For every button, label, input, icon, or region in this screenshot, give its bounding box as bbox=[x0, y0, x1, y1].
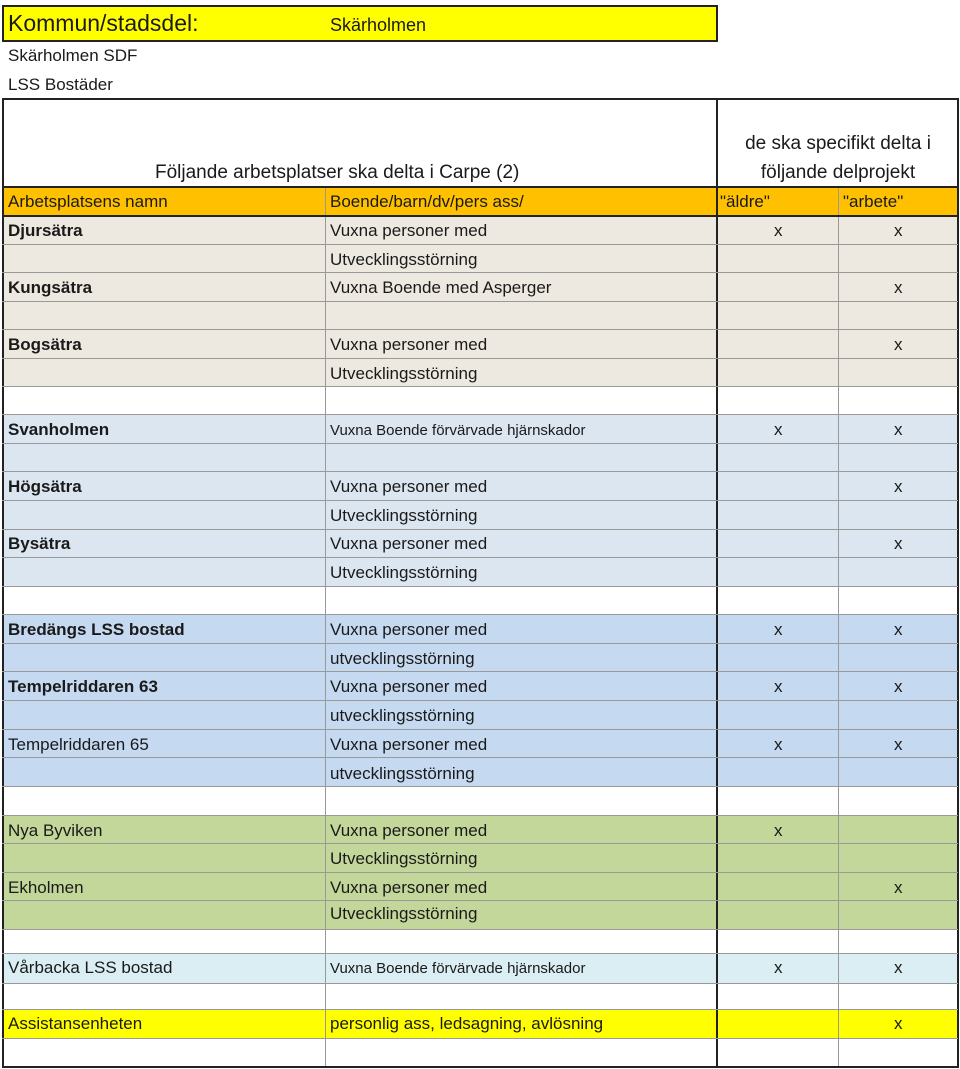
col-arbete-header: "arbete" bbox=[843, 192, 904, 211]
row-arbete-mark: x bbox=[894, 221, 903, 240]
row-type: Utvecklingsstörning bbox=[330, 849, 478, 868]
row-aldre-mark: x bbox=[774, 821, 783, 840]
row-type: utvecklingsstörning bbox=[330, 706, 475, 725]
row-name-hogsatra: Högsätra bbox=[8, 477, 82, 496]
row-arbete-mark: x bbox=[894, 958, 903, 977]
table-title: Följande arbetsplatser ska delta i Carpe (2) bbox=[155, 162, 520, 183]
row-type: Utvecklingsstörning bbox=[330, 250, 478, 269]
row-name-nya-byviken: Nya Byviken bbox=[8, 821, 103, 840]
row-name-djursatra: Djursätra bbox=[8, 221, 83, 240]
row-type: Vuxna personer med bbox=[330, 335, 488, 354]
row-name-tempelriddaren-65: Tempelriddaren 65 bbox=[8, 735, 149, 754]
row-aldre-mark: x bbox=[774, 735, 783, 754]
lss-label: LSS Bostäder bbox=[8, 75, 113, 94]
row-type: Vuxna personer med bbox=[330, 620, 488, 639]
row-type: Utvecklingsstörning bbox=[330, 904, 478, 923]
band-white-2 bbox=[2, 586, 958, 614]
row-aldre-mark: x bbox=[774, 420, 783, 439]
row-type: utvecklingsstörning bbox=[330, 764, 475, 783]
row-name-varbacka: Vårbacka LSS bostad bbox=[8, 958, 173, 977]
row-type: Vuxna personer med bbox=[330, 534, 488, 553]
row-arbete-mark: x bbox=[894, 735, 903, 754]
row-arbete-mark: x bbox=[894, 1014, 903, 1033]
row-type: Vuxna personer med bbox=[330, 821, 488, 840]
row-name-bysatra: Bysätra bbox=[8, 534, 71, 553]
kommun-label: Kommun/stadsdel: bbox=[8, 10, 199, 36]
row-arbete-mark: x bbox=[894, 677, 903, 696]
row-arbete-mark: x bbox=[894, 534, 903, 553]
sdf-label: Skärholmen SDF bbox=[8, 46, 138, 65]
row-aldre-mark: x bbox=[774, 221, 783, 240]
row-type: personlig ass, ledsagning, avlösning bbox=[330, 1014, 604, 1033]
row-type: Vuxna personer med bbox=[330, 878, 488, 897]
row-type: Vuxna Boende förvärvade hjärnskador bbox=[330, 960, 586, 977]
col-type-header: Boende/barn/dv/pers ass/ bbox=[330, 192, 524, 211]
row-name-bogsatra: Bogsätra bbox=[8, 335, 82, 354]
col-aldre-header: "äldre" bbox=[720, 192, 770, 211]
row-name-ekholmen: Ekholmen bbox=[8, 878, 84, 897]
row-name-tempelriddaren-63: Tempelriddaren 63 bbox=[8, 677, 158, 696]
row-arbete-mark: x bbox=[894, 878, 903, 897]
row-name-svanholmen: Svanholmen bbox=[8, 420, 110, 439]
table-subtitle-line2: följande delprojekt bbox=[760, 162, 916, 183]
row-type: Utvecklingsstörning bbox=[330, 506, 478, 525]
band-white-6 bbox=[2, 1038, 958, 1066]
row-name-bredangs: Bredängs LSS bostad bbox=[8, 620, 185, 639]
row-arbete-mark: x bbox=[894, 477, 903, 496]
row-arbete-mark: x bbox=[894, 620, 903, 639]
row-arbete-mark: x bbox=[894, 278, 903, 297]
row-aldre-mark: x bbox=[774, 620, 783, 639]
row-arbete-mark: x bbox=[894, 420, 903, 439]
row-type: Vuxna personer med bbox=[330, 477, 488, 496]
col-name-header: Arbetsplatsens namn bbox=[8, 192, 168, 211]
band-white-3 bbox=[2, 786, 958, 815]
row-type: utvecklingsstörning bbox=[330, 649, 475, 668]
row-name-kungsatra: Kungsätra bbox=[8, 278, 93, 297]
row-type: Utvecklingsstörning bbox=[330, 364, 478, 383]
band-white-4 bbox=[2, 929, 958, 953]
band-white-1 bbox=[2, 386, 958, 414]
row-type: Vuxna personer med bbox=[330, 735, 488, 754]
row-arbete-mark: x bbox=[894, 335, 903, 354]
row-aldre-mark: x bbox=[774, 677, 783, 696]
row-type: Vuxna personer med bbox=[330, 677, 488, 696]
row-type: Vuxna Boende förvärvade hjärnskador bbox=[330, 422, 586, 439]
kommun-value: Skärholmen bbox=[330, 15, 427, 35]
row-type: Vuxna Boende med Asperger bbox=[330, 278, 552, 297]
table-subtitle-line1: de ska specifikt delta i bbox=[745, 133, 931, 154]
row-type: Utvecklingsstörning bbox=[330, 563, 478, 582]
row-name-assistansenheten: Assistansenheten bbox=[8, 1014, 143, 1033]
band-white-5 bbox=[2, 983, 958, 1009]
row-aldre-mark: x bbox=[774, 958, 783, 977]
row-type: Vuxna personer med bbox=[330, 221, 488, 240]
